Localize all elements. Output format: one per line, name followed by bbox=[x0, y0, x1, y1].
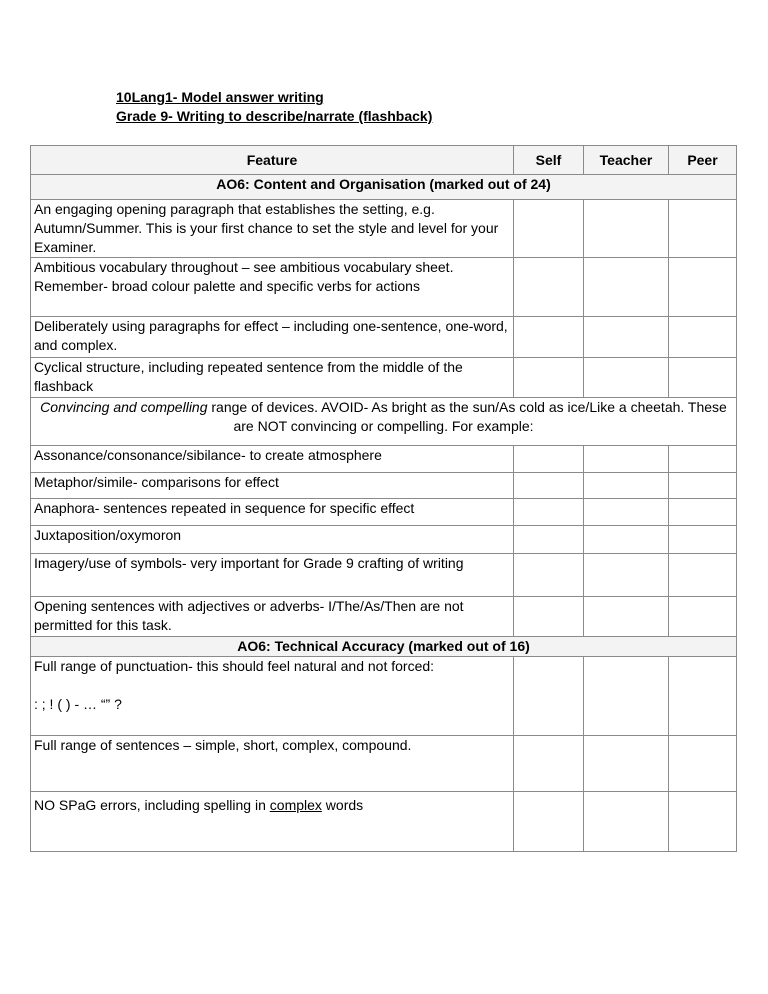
teacher-cell[interactable] bbox=[584, 792, 669, 852]
table-row bbox=[31, 657, 737, 736]
feature-cell: Metaphor/simile- comparisons for effect bbox=[31, 473, 514, 499]
teacher-cell[interactable] bbox=[584, 358, 669, 398]
spag-underlined: complex bbox=[269, 797, 322, 813]
table-row bbox=[31, 499, 737, 526]
spag-text-end: words bbox=[321, 797, 364, 813]
teacher-cell[interactable] bbox=[584, 200, 669, 258]
self-cell[interactable] bbox=[514, 499, 584, 526]
self-cell[interactable] bbox=[514, 526, 584, 554]
header-peer: Peer bbox=[669, 146, 737, 175]
self-cell[interactable] bbox=[514, 200, 584, 258]
peer-cell[interactable] bbox=[669, 657, 737, 736]
teacher-cell[interactable] bbox=[584, 499, 669, 526]
document-titles bbox=[116, 88, 432, 126]
peer-cell[interactable] bbox=[669, 258, 737, 317]
feature-cell: Deliberately using paragraphs for effect – including one-sentence, one-word, and complex. bbox=[31, 317, 514, 358]
feature-cell bbox=[31, 657, 514, 736]
feature-cell: Cyclical structure, including repeated sentence from the middle of the flashback bbox=[31, 358, 514, 398]
self-cell[interactable] bbox=[514, 657, 584, 736]
peer-cell[interactable] bbox=[669, 446, 737, 473]
self-cell[interactable] bbox=[514, 317, 584, 358]
peer-cell[interactable] bbox=[669, 554, 737, 597]
table-row bbox=[31, 258, 737, 317]
feature-cell: Assonance/consonance/sibilance- to create atmosphere bbox=[31, 446, 514, 473]
self-cell[interactable] bbox=[514, 792, 584, 852]
self-cell[interactable] bbox=[514, 258, 584, 317]
punctuation-text: Full range of punctuation- this should feel natural and not forced: bbox=[34, 658, 435, 674]
peer-cell[interactable] bbox=[669, 792, 737, 852]
peer-cell[interactable] bbox=[669, 317, 737, 358]
table-row bbox=[31, 792, 737, 852]
devices-note bbox=[31, 398, 737, 446]
self-cell[interactable] bbox=[514, 597, 584, 637]
devices-note-italic: Convincing and compelling bbox=[40, 399, 208, 415]
punctuation-marks: : ; ! ( ) - … “” ? bbox=[34, 696, 122, 712]
table-row bbox=[31, 736, 737, 792]
self-cell[interactable] bbox=[514, 473, 584, 499]
table-row bbox=[31, 446, 737, 473]
feature-cell bbox=[31, 792, 514, 852]
teacher-cell[interactable] bbox=[584, 446, 669, 473]
table-row bbox=[31, 473, 737, 499]
peer-cell[interactable] bbox=[669, 473, 737, 499]
teacher-cell[interactable] bbox=[584, 736, 669, 792]
teacher-cell[interactable] bbox=[584, 317, 669, 358]
feature-cell: An engaging opening paragraph that establishes the setting, e.g. Autumn/Summer. This is your first chance to set the style and level for your Examiner. bbox=[31, 200, 514, 258]
title-task: Grade 9- Writing to describe/narrate (flashback) bbox=[116, 108, 433, 124]
header-row bbox=[31, 146, 737, 175]
feature-cell: Opening sentences with adjectives or adverbs- I/The/As/Then are not permitted for this task. bbox=[31, 597, 514, 637]
header-teacher: Teacher bbox=[584, 146, 669, 175]
spag-text: NO SPaG errors, including spelling in bbox=[34, 797, 270, 813]
devices-note-text: range of devices. AVOID- As bright as the sun/As cold as ice/Like a cheetah. These are NOT convincing or compelling. For example: bbox=[207, 399, 727, 434]
feature-cell: Imagery/use of symbols- very important for Grade 9 crafting of writing bbox=[31, 554, 514, 597]
table-row bbox=[31, 554, 737, 597]
self-cell[interactable] bbox=[514, 358, 584, 398]
table-row bbox=[31, 358, 737, 398]
assessment-table bbox=[30, 145, 737, 852]
teacher-cell[interactable] bbox=[584, 473, 669, 499]
peer-cell[interactable] bbox=[669, 358, 737, 398]
teacher-cell[interactable] bbox=[584, 258, 669, 317]
self-cell[interactable] bbox=[514, 554, 584, 597]
peer-cell[interactable] bbox=[669, 736, 737, 792]
teacher-cell[interactable] bbox=[584, 657, 669, 736]
self-cell[interactable] bbox=[514, 446, 584, 473]
table-row bbox=[31, 526, 737, 554]
header-feature: Feature bbox=[31, 146, 514, 175]
feature-cell: Juxtaposition/oxymoron bbox=[31, 526, 514, 554]
header-self: Self bbox=[514, 146, 584, 175]
peer-cell[interactable] bbox=[669, 597, 737, 637]
peer-cell[interactable] bbox=[669, 200, 737, 258]
feature-cell: Anaphora- sentences repeated in sequence for specific effect bbox=[31, 499, 514, 526]
peer-cell[interactable] bbox=[669, 526, 737, 554]
self-cell[interactable] bbox=[514, 736, 584, 792]
feature-cell: Full range of sentences – simple, short, complex, compound. bbox=[31, 736, 514, 792]
title-unit: 10Lang1- Model answer writing bbox=[116, 89, 324, 105]
table-row bbox=[31, 597, 737, 637]
section-technical-accuracy: AO6: Technical Accuracy (marked out of 16) bbox=[31, 637, 737, 657]
teacher-cell[interactable] bbox=[584, 526, 669, 554]
table-row bbox=[31, 200, 737, 258]
section-content-organisation: AO6: Content and Organisation (marked out of 24) bbox=[31, 175, 737, 200]
table-row bbox=[31, 317, 737, 358]
feature-cell: Ambitious vocabulary throughout – see ambitious vocabulary sheet. Remember- broad colour palette and specific verbs for actions bbox=[31, 258, 514, 317]
teacher-cell[interactable] bbox=[584, 554, 669, 597]
peer-cell[interactable] bbox=[669, 499, 737, 526]
teacher-cell[interactable] bbox=[584, 597, 669, 637]
